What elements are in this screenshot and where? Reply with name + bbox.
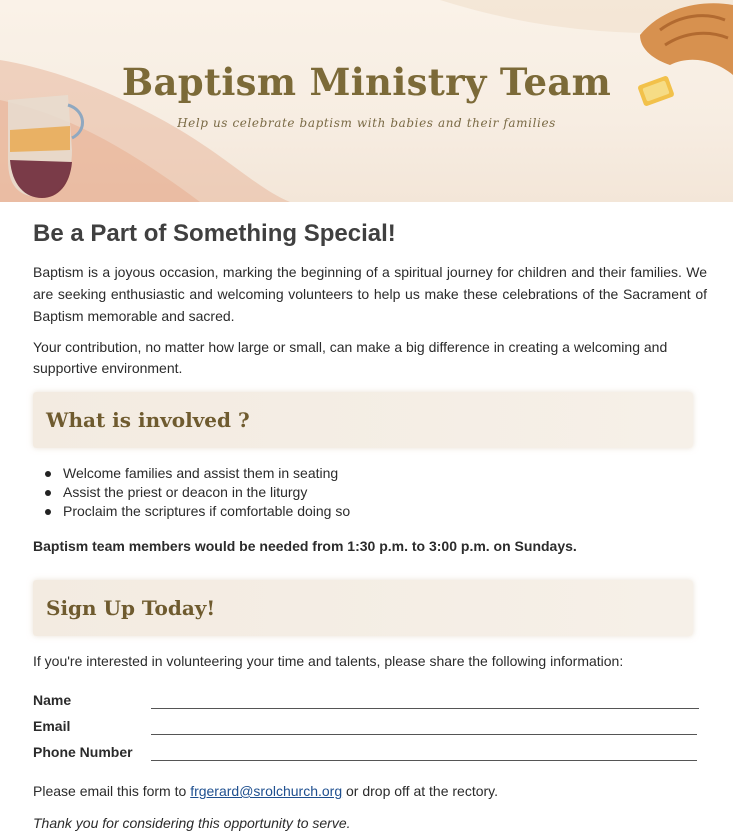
list-item: Proclaim the scriptures if comfortable doing so bbox=[33, 502, 707, 521]
name-label: Name bbox=[33, 692, 72, 708]
email-prefix: Please email this form to bbox=[33, 783, 187, 799]
signup-form bbox=[33, 692, 707, 770]
email-instructions bbox=[33, 780, 707, 802]
email-link[interactable]: frgerard@srolchurch.org bbox=[190, 783, 343, 799]
contribution-paragraph: Your contribution, no matter how large or small, can make a big difference in creating a welcoming and supportive environment. bbox=[33, 339, 668, 376]
list-item: Assist the priest or deacon in the liturgy bbox=[33, 483, 707, 502]
phone-label: Phone Number bbox=[33, 744, 133, 760]
thank-you-note: Thank you for considering this opportunity to serve. bbox=[33, 815, 351, 831]
signup-instructions: If you're interested in volunteering your time and talents, please share the following information: bbox=[33, 653, 624, 669]
banner-subtitle: Help us celebrate baptism with babies and their families bbox=[177, 116, 556, 130]
header-banner bbox=[0, 0, 733, 202]
email-row bbox=[33, 718, 707, 744]
involved-section-header bbox=[33, 392, 693, 448]
email-suffix: or drop off at the rectory. bbox=[346, 783, 499, 799]
page-content bbox=[33, 220, 707, 834]
signup-section-header bbox=[33, 580, 693, 636]
schedule-note: Baptism team members would be needed from 1:30 p.m. to 3:00 p.m. on Sundays. bbox=[33, 538, 577, 554]
email-field[interactable] bbox=[151, 734, 697, 735]
email-label: Email bbox=[33, 718, 71, 734]
intro-paragraph: Baptism is a joyous occasion, marking the beginning of a spiritual journey for children and their families. We are seeking enthusiastic and welcoming volunteers to help us make these celebrations of the Sacrament of Baptism memorable and sacred. bbox=[33, 264, 707, 324]
duties-list bbox=[33, 464, 707, 521]
phone-field[interactable] bbox=[151, 760, 697, 761]
phone-row bbox=[33, 744, 707, 770]
page-heading: Be a Part of Something Special! bbox=[33, 220, 396, 247]
list-item: Welcome families and assist them in seating bbox=[33, 464, 707, 483]
name-field[interactable] bbox=[151, 708, 699, 709]
involved-heading: What is involved ? bbox=[46, 408, 250, 432]
signup-heading: Sign Up Today! bbox=[46, 596, 216, 620]
banner-title: Baptism Ministry Team bbox=[121, 60, 612, 104]
name-row bbox=[33, 692, 707, 718]
